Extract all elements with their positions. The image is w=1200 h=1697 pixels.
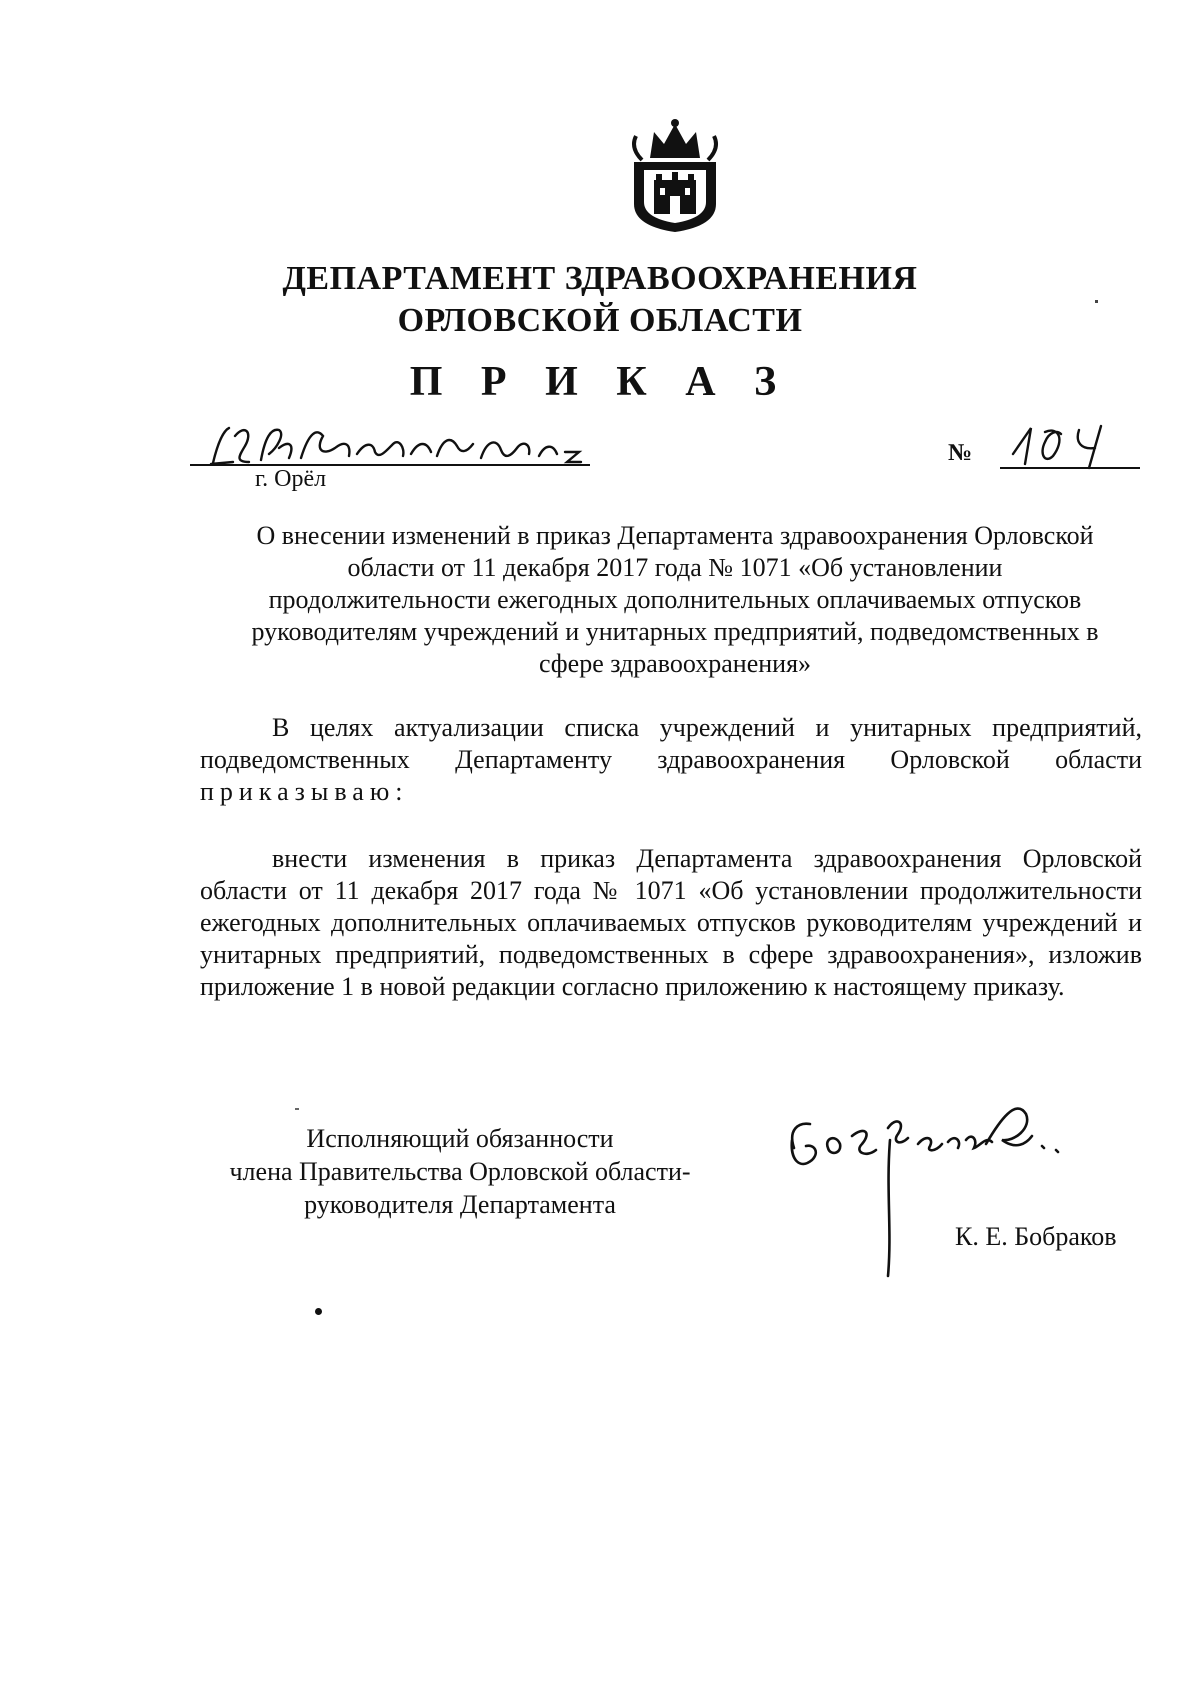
order-subject	[205, 520, 1145, 680]
subject-line: сфере здравоохранения»	[538, 649, 812, 678]
subject-line: О внесении изменений в приказ Департамента здравоохранения Орловской	[256, 521, 1094, 550]
order-number-underline	[1000, 467, 1140, 469]
handwritten-signature	[780, 1100, 1060, 1290]
coat-of-arms-icon	[620, 118, 730, 234]
handwritten-order-number	[1005, 420, 1135, 470]
signatory-role-line2: члена Правительства Орловской области-	[229, 1157, 691, 1186]
scan-speck	[315, 1308, 322, 1315]
signatory-name: К. Е. Бобраков	[955, 1222, 1117, 1251]
order-word: приказываю:	[200, 777, 409, 806]
department-name	[0, 258, 1200, 342]
signatory-role-line1: Исполняющий обязанности	[306, 1124, 614, 1153]
signatory-role	[200, 1122, 720, 1221]
document-type-title: П Р И К А З	[409, 359, 791, 405]
preamble-text: В целях актуализации списка учреждений и унитарных предприятий, подведомственных Департаменту здравоохранения Орловской области	[200, 713, 1142, 774]
date-underline	[190, 464, 590, 466]
city-name: г. Орёл	[255, 466, 327, 492]
preamble-paragraph	[200, 712, 1142, 808]
department-name-line2: ОРЛОВСКОЙ ОБЛАСТИ	[397, 302, 803, 339]
subject-line: продолжительности ежегодных дополнительных оплачиваемых отпусков	[268, 585, 1082, 614]
subject-line: области от 11 декабря 2017 года № 1071 «Об установлении	[347, 553, 1003, 582]
scan-speck	[1095, 300, 1098, 303]
signatory-role-line3: руководителя Департамента	[304, 1190, 616, 1219]
order-paragraph: внести изменения в приказ Департамента здравоохранения Орловской области от 11 декабря 2017 года № 1071 «Об установлении продолжительности ежегодных дополнительных оплачиваемых отпусков руководителям учреждений и унитарных предприятий, подведомственных в сфере здравоохранения», изложив приложение 1 в новой редакции согласно приложению к настоящему приказу.	[200, 844, 1142, 1001]
order-number-label: №	[948, 440, 973, 466]
department-name-line1: ДЕПАРТАМЕНТ ЗДРАВООХРАНЕНИЯ	[282, 260, 918, 297]
subject-line: руководителям учреждений и унитарных предприятий, подведомственных в	[251, 617, 1099, 646]
scan-speck	[295, 1108, 299, 1110]
